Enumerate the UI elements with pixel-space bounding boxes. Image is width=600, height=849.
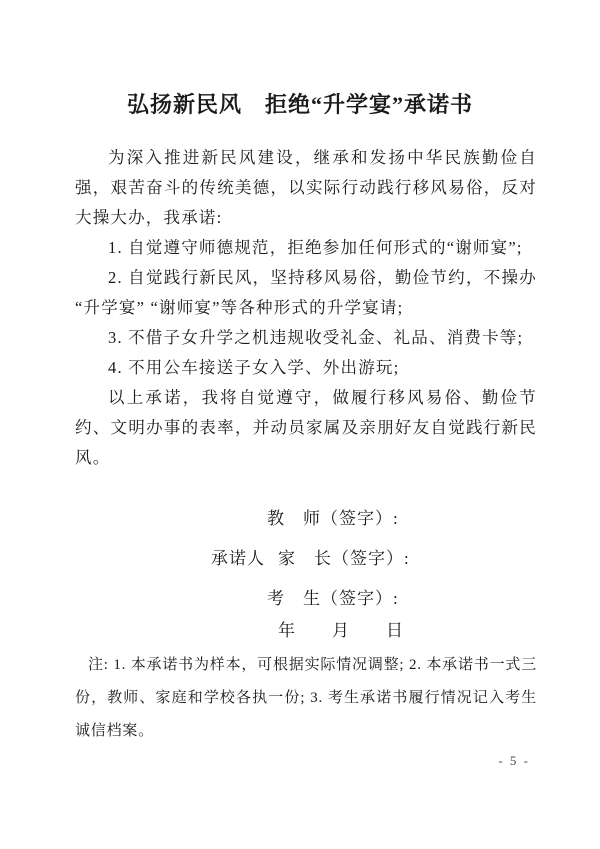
- commitment-item-1: 1. 自觉遵守师德规范，拒绝参加任何形式的“谢师宴”;: [108, 238, 523, 257]
- page-number: - 5 -: [498, 753, 530, 768]
- candidate-signature-label: 考 生（签字）:: [267, 589, 399, 608]
- document-body: [75, 143, 537, 473]
- promiser-label: 承诺人: [211, 549, 265, 568]
- signature-line-teacher: [267, 508, 399, 530]
- signature-line-parent: [211, 548, 410, 570]
- commitment-item-2: 2. 自觉践行新民风，坚持移风易俗，勤俭节约，不操办“升学宴” “谢师宴”等各种形式的升学宴请;: [75, 268, 537, 317]
- closing-paragraph: 以上承诺，我将自觉遵守，做履行移风易俗、勤俭节约、文明办事的表率，并动员家属及亲朋好友自觉践行新民风。: [75, 388, 537, 467]
- commitment-item-4: 4. 不用公车接送子女入学、外出游玩;: [108, 358, 400, 377]
- date-line-label: 年 月 日: [278, 621, 404, 640]
- commitment-item-3: 3. 不借子女升学之机违规收受礼金、礼品、消费卡等;: [108, 328, 524, 347]
- teacher-signature-label: 教 师（签字）:: [267, 509, 399, 528]
- footnote: 注: 1. 本承诺书为样本，可根据实际情况调整; 2. 本承诺书一式三份，教师、家庭和学校各执一份; 3. 考生承诺书履行情况记入考生诚信档案。: [75, 657, 537, 739]
- page-title: 弘扬新民风 拒绝“升学宴”承诺书: [126, 92, 473, 117]
- parent-signature-label: 家 长（签字）:: [278, 549, 410, 568]
- signature-line-candidate: [267, 588, 399, 610]
- signature-line-date: [278, 620, 404, 642]
- intro-paragraph: 为深入推进新民风建设，继承和发扬中华民族勤俭自强，艰苦奋斗的传统美德，以实际行动践行移风易俗，反对大操大办，我承诺:: [75, 148, 537, 227]
